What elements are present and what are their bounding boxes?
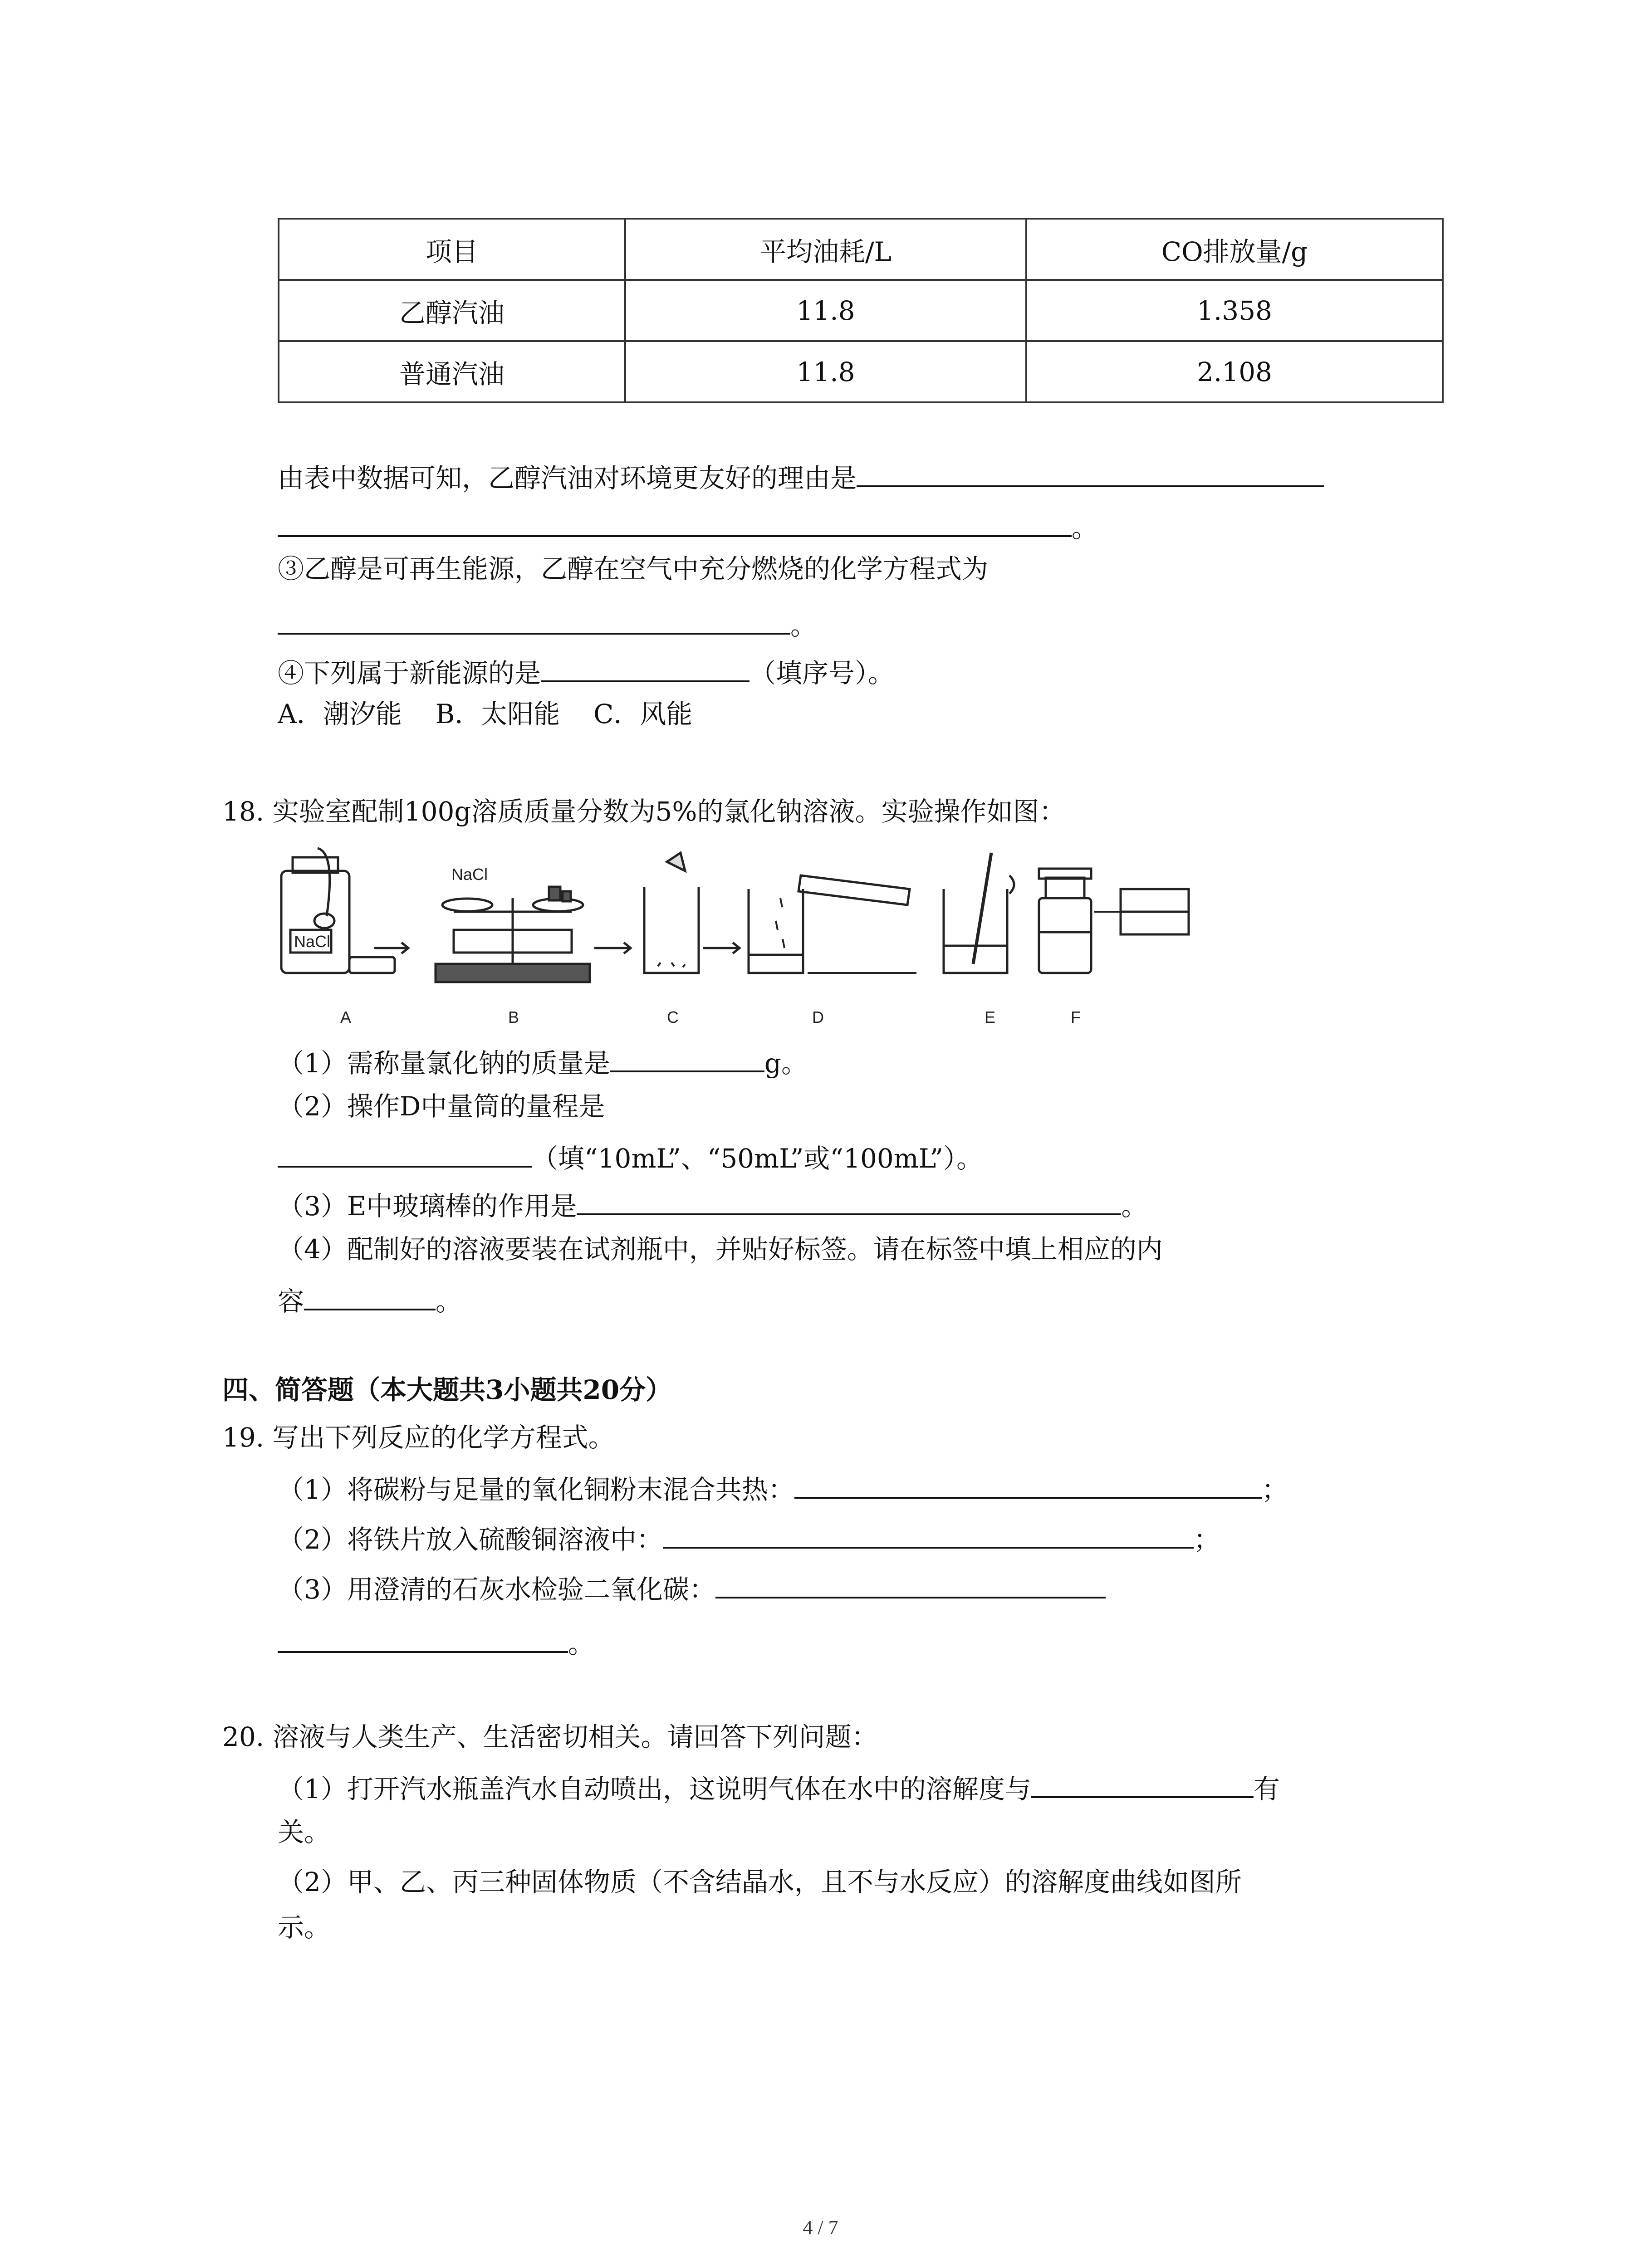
answer-blank[interactable] xyxy=(794,1470,1262,1499)
q20-sub1-line2: 关。 xyxy=(278,1817,331,1848)
q18-sub4-line2: 容 。 xyxy=(278,1281,462,1319)
figure-label: F xyxy=(1071,1008,1081,1026)
table-header-cell: 平均油耗/L xyxy=(625,219,1026,280)
q17-sub3-text: ③乙醇是可再生能源，乙醇在空气中充分燃烧的化学方程式为 xyxy=(278,553,989,584)
answer-blank[interactable] xyxy=(577,1186,1121,1215)
q17-reason-prompt: 由表中数据可知，乙醇汽油对环境更友好的理由是 xyxy=(278,458,1324,496)
arrow-icon xyxy=(703,943,740,953)
page-number: 4 / 7 xyxy=(803,2216,838,2239)
q20-sub2-line2: 示。 xyxy=(278,1912,331,1943)
q19-sub3-answer: 。 xyxy=(278,1624,594,1662)
q18-stem: 18. 实验室配制100g溶质质量分数为5%的氯化钠溶液。实验操作如图： xyxy=(222,796,1066,827)
figure-b-balance xyxy=(436,865,590,982)
section-4-title: 四、简答题（本大题共3小题共20分） xyxy=(222,1374,672,1405)
lab-procedure-figure xyxy=(272,844,1207,1030)
nacl-label: NaCl xyxy=(294,932,331,951)
table-header-row xyxy=(279,219,1443,280)
nacl-label: NaCl xyxy=(451,865,488,884)
answer-blank[interactable] xyxy=(278,1624,568,1653)
table-cell: 11.8 xyxy=(625,341,1026,402)
figure-c-beaker xyxy=(644,853,699,973)
q18-sub1: （1）需称量氯化钠的质量是 g。 xyxy=(278,1043,808,1081)
q18-sub4-line1: （4）配制好的溶液要装在试剂瓶中，并贴好标签。请在标签中填上相应的内 xyxy=(278,1234,1163,1265)
figure-label: A xyxy=(340,1008,352,1026)
arrow-icon xyxy=(374,943,408,953)
q18-sub2: （2）操作D中量筒的量程是 xyxy=(278,1091,605,1122)
figure-e-stirring xyxy=(944,853,1014,973)
q17-reason-continuation: 。 xyxy=(278,508,1098,546)
table-cell: 乙醇汽油 xyxy=(279,280,625,341)
figure-label: E xyxy=(985,1008,996,1026)
answer-blank[interactable] xyxy=(541,653,749,682)
q19-sub1: （1）将碳粉与足量的氧化铜粉末混合共热： ； xyxy=(278,1470,1288,1507)
q17-options: A．潮汐能 B．太阳能 C．风能 xyxy=(278,699,693,729)
table-cell: 普通汽油 xyxy=(279,341,625,402)
q19-sub2: （2）将铁片放入硫酸铜溶液中： ； xyxy=(278,1520,1220,1557)
answer-blank[interactable] xyxy=(304,1281,436,1310)
answer-blank[interactable] xyxy=(1031,1769,1254,1798)
figure-label: C xyxy=(667,1008,679,1026)
answer-blank[interactable] xyxy=(610,1043,764,1072)
q17-sub3-answer: 。 xyxy=(278,606,817,643)
answer-blank[interactable] xyxy=(663,1520,1194,1549)
q20-sub1-line1: （1）打开汽水瓶盖汽水自动喷出，这说明气体在水中的溶解度与 有 xyxy=(278,1769,1280,1807)
q18-sub3: （3）E中玻璃棒的作用是 。 xyxy=(278,1186,1147,1224)
answer-blank[interactable] xyxy=(278,508,1072,537)
table-cell: 1.358 xyxy=(1026,280,1443,341)
q17-sub4: ④下列属于新能源的是 （填序号）。 xyxy=(278,653,894,691)
figure-a-reagent-jar xyxy=(281,848,395,973)
q18-sub2-answer: （填“10mL”、“50mL”或“100mL”）。 xyxy=(278,1139,983,1176)
answer-blank[interactable] xyxy=(278,1139,532,1168)
table-cell: 11.8 xyxy=(625,280,1026,341)
figure-f-reagent-bottle xyxy=(1039,869,1189,973)
table-cell: 2.108 xyxy=(1026,341,1443,402)
arrow-icon xyxy=(594,943,631,953)
data-table xyxy=(278,218,1444,403)
q19-sub3: （3）用澄清的石灰水检验二氧化碳： xyxy=(278,1569,1106,1607)
table-row xyxy=(279,341,1443,402)
answer-blank[interactable] xyxy=(715,1569,1106,1598)
table-row xyxy=(279,280,1443,341)
table-header-cell: CO排放量/g xyxy=(1026,219,1443,280)
figure-label: B xyxy=(508,1008,519,1026)
answer-blank[interactable] xyxy=(857,458,1324,487)
figure-d-pouring xyxy=(749,875,916,973)
q20-stem: 20. 溶液与人类生产、生活密切相关。请回答下列问题： xyxy=(222,1721,878,1752)
q19-stem: 19. 写出下列反应的化学方程式。 xyxy=(222,1422,615,1453)
q20-sub2-line1: （2）甲、乙、丙三种固体物质（不含结晶水，且不与水反应）的溶解度曲线如图所 xyxy=(278,1867,1242,1897)
figure-label: D xyxy=(812,1008,824,1026)
table-header-cell: 项目 xyxy=(279,219,625,280)
answer-blank[interactable] xyxy=(278,606,790,635)
